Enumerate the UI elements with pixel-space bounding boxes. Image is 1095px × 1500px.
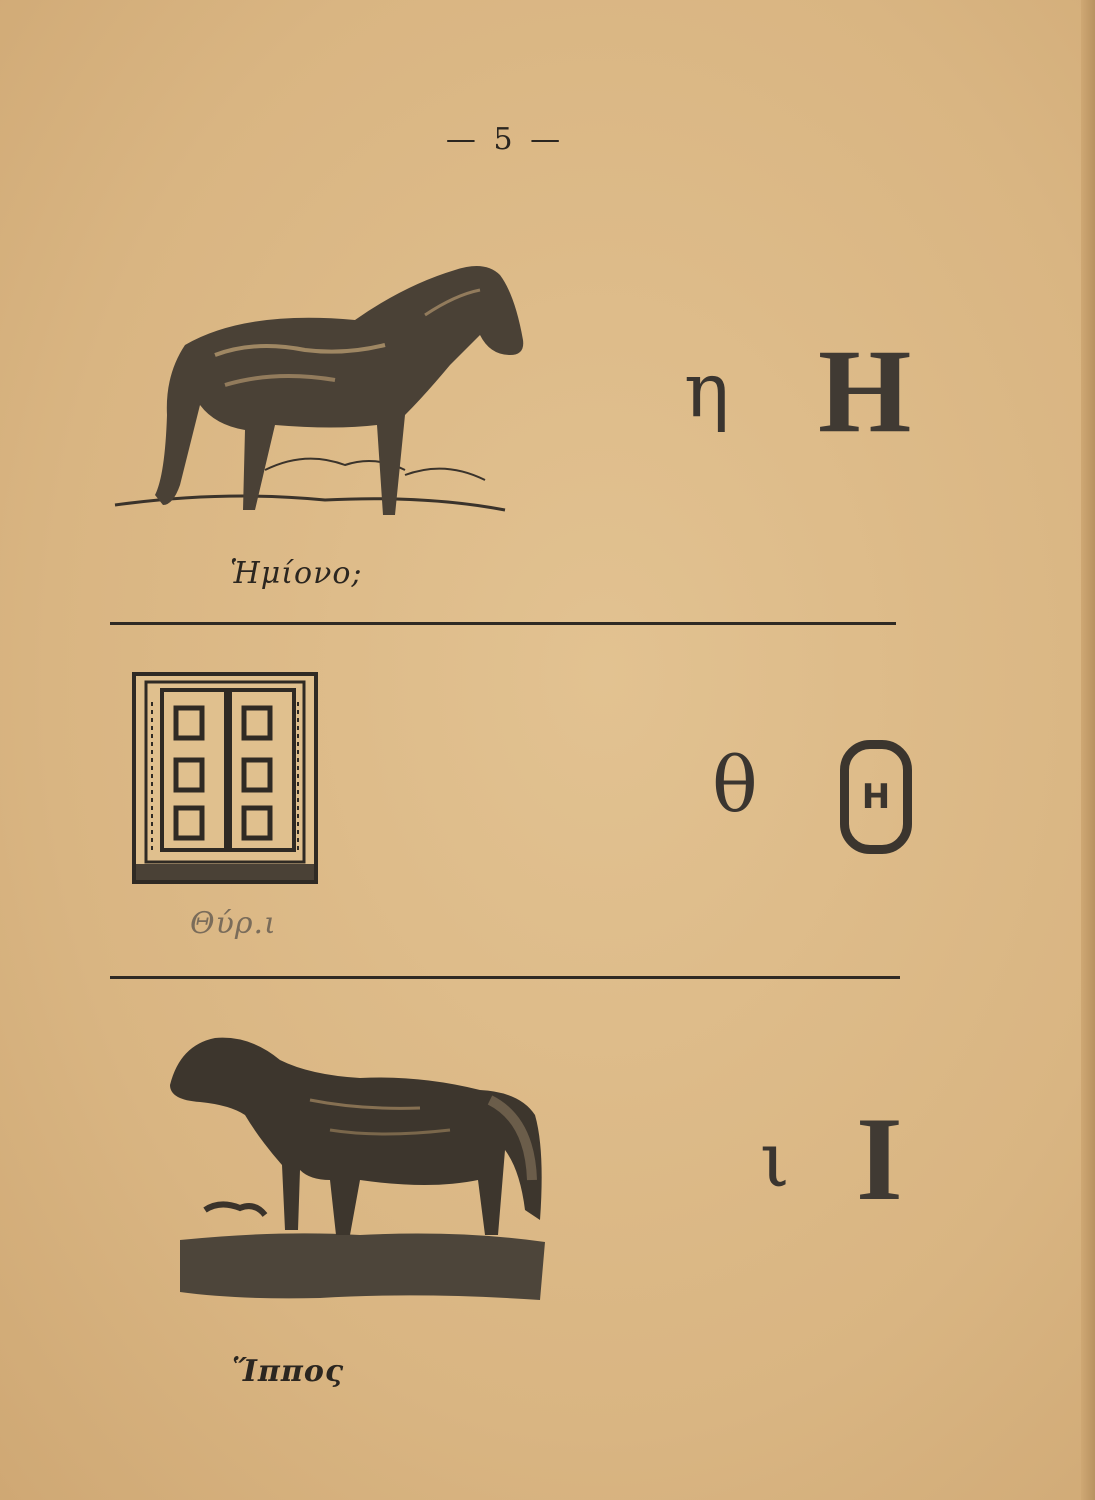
caption-horse: Ἵππος (232, 1354, 345, 1389)
mule-engraving-icon (105, 255, 535, 535)
horse-engraving-icon (160, 1030, 550, 1305)
lowercase-eta: η (684, 345, 730, 434)
door-engraving-icon (132, 672, 318, 884)
page-spine-shadow (1081, 0, 1095, 1500)
uppercase-theta-inner: Η (861, 777, 891, 817)
uppercase-theta (840, 740, 912, 854)
caption-door: Θύρ.ι (190, 906, 277, 941)
lowercase-iota: ι (760, 1115, 790, 1204)
uppercase-eta: Η (818, 324, 912, 457)
divider-1 (110, 622, 896, 625)
divider-2 (110, 976, 900, 979)
uppercase-iota: Ι (856, 1092, 903, 1225)
page-number: — 5 — (445, 122, 565, 157)
caption-mule: Ἡμίονο; (230, 556, 363, 591)
lowercase-theta: θ (712, 740, 758, 829)
